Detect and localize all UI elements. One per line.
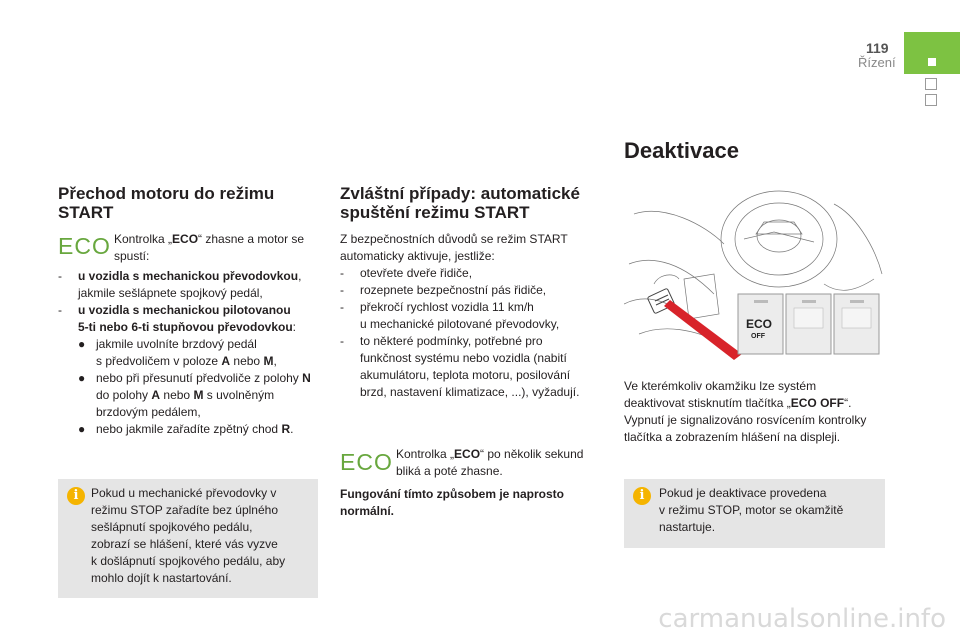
normal-operation-note: Fungování tímto způsobem je naprosto normální.: [340, 487, 565, 518]
section-heading-special: [340, 184, 610, 222]
heading-line: Přechod motoru do režimu: [58, 184, 275, 203]
heading-line: Zvláštní případy: automatické: [340, 184, 580, 203]
heading-line: START: [58, 203, 114, 222]
sub-list-item: ● nebo při přesunutí předvoliče z polohy N do polohy A nebo M s uvolněným brzdovým pedálem,: [78, 371, 311, 419]
eco-indicator-text: Kontrolka „ECO“ zhasne a motor se spustí:: [114, 232, 305, 263]
eco-icon: ECO: [58, 233, 111, 259]
conditions-list: [58, 268, 323, 438]
page-number: 119: [866, 40, 889, 56]
watermark: carmanualsonline.info: [658, 604, 946, 634]
deactivation-text: Ve kterémkoliv okamžiku lze systém deaktivovat stisknutím tlačítka „ECO OFF“. Vypnutí je signalizováno rosvícením kontrolky tlačítka a zobrazením hlášení na displeji.: [624, 379, 867, 444]
list-item: - překročí rychlost vozidla 11 km/h u mechanické pilotované převodovky,: [340, 300, 560, 331]
off-button-label: OFF: [751, 333, 765, 340]
list-item: - u vozidla s mechanickou pilotovanou 5-ti nebo 6-ti stupňovou převodovkou:: [58, 303, 297, 334]
info-box-deactivation: [624, 479, 885, 548]
list-item: - otevřete dveře řidiče,: [340, 266, 473, 280]
chapter-tab-empty: [925, 94, 937, 106]
section-heading-start: [58, 184, 308, 222]
heading-line: spuštění režimu START: [340, 203, 530, 222]
chapter-tab: [904, 32, 960, 74]
list-item: - to některé podmínky, potřebné pro funkčnost systému nebo vozidla (nabití akumulátoru, teplota motoru, posilování brzd, nastavení klimatizace, ...), vyžadují.: [340, 334, 580, 399]
pointer-arrow: [664, 300, 742, 360]
section-heading-deactivation: Deaktivace: [624, 138, 739, 163]
section-title: Řízení: [858, 55, 896, 70]
chapter-tab-empty: [925, 78, 937, 90]
info-text: Pokud je deaktivace provedena v režimu STOP, motor se okamžitě nastartuje.: [659, 486, 844, 534]
special-cases-text: Z bezpečnostních důvodů se režim START automaticky aktivuje, jestliže: - otevřete dveře řidiče, - rozepnete bezpečnostní pás řidiče, - překročí rychlost vozidla 11 km/h u mechanické pilotované převodovky, - to některé podmínky, potřebné pro funkčnost systému nebo vozidla (nabití akumulátoru, teplota motoru, posilování brzd, nastavení klimatizace, ...), vyžadují.: [340, 231, 610, 401]
info-box-manual: [58, 479, 318, 598]
info-icon: i: [633, 487, 651, 505]
sub-list-item: ● nebo jakmile zařadíte zpětný chod R.: [78, 422, 294, 436]
info-text: Pokud u mechanické převodovky v režimu STOP zařadíte bez úplného sešlápnutí spojkového pedálu, zobrazí se hlášení, které vás vyzve k došlápnutí spojkového pedálu, aby mohlo dojít k nastartování.: [91, 486, 286, 585]
eco-icon: ECO: [340, 449, 393, 475]
list-item: - u vozidla s mechanickou převodovkou, jakmile sešlápnete spojkový pedál,: [58, 269, 302, 300]
eco-button-label: ECO: [746, 317, 773, 331]
dashboard-illustration: [624, 184, 885, 369]
info-icon: i: [67, 487, 85, 505]
sub-list-item: ● jakmile uvolníte brzdový pedál s předvoličem v poloze A nebo M,: [78, 337, 277, 368]
eco-indicator-text: Kontrolka „ECO“ po několik sekund bliká a poté zhasne.: [396, 447, 584, 478]
list-item: - rozepnete bezpečnostní pás řidiče,: [340, 283, 547, 297]
